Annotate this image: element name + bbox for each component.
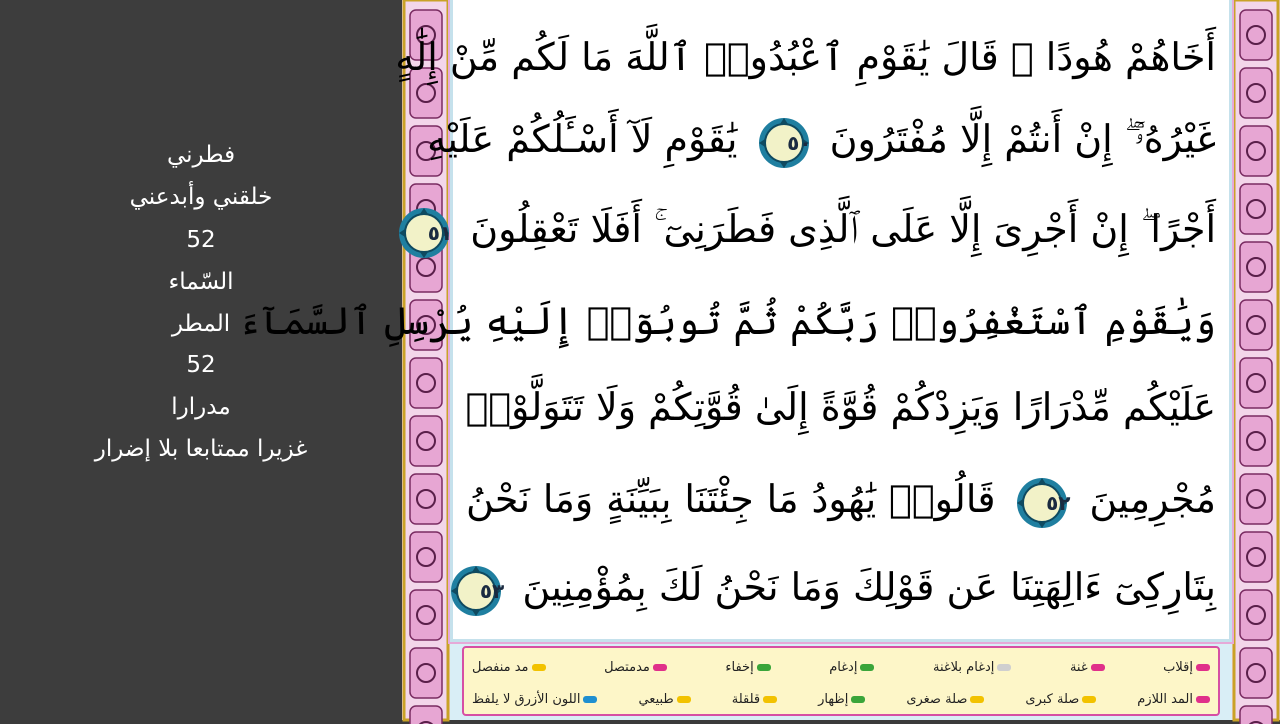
- legend-label: إدغام: [829, 659, 858, 675]
- verse-text: أَخَاهُمْ هُودًا ۚ قَالَ يَٰقَوْمِ ٱعْبُدُوا۟ ٱللَّهَ مَا لَكُم مِّنْ إِلَٰهٍ: [395, 35, 1216, 79]
- legend-item: [933, 660, 1011, 675]
- legend-label: المد اللازم: [1137, 691, 1193, 707]
- gloss-word: فطرني: [166, 142, 236, 168]
- ayah-number: ٥٣: [479, 578, 505, 603]
- verse-line: [395, 22, 1216, 92]
- verse-text: بِتَارِكِىٓ ءَالِهَتِنَا عَن قَوْلِكَ وَمَا نَحْنُ لَكَ بِمُؤْمِنِينَ: [522, 565, 1216, 609]
- legend-label: إدغام بلاغنة: [932, 659, 995, 675]
- gloss-panel: [0, 0, 402, 720]
- verse-text: غَيْرُهُۥٓ ۖ إِنْ أَنتُمْ إِلَّا مُفْتَرُونَ: [829, 117, 1216, 161]
- verse-line: [466, 552, 1216, 622]
- ayah-number-marker: [756, 115, 812, 171]
- legend-item: [1163, 660, 1210, 675]
- legend-label: قلقلة: [731, 691, 761, 707]
- verse-text: مُجْرِمِينَ: [1089, 477, 1216, 521]
- quran-text-area: [238, 0, 1226, 636]
- legend-item: [732, 692, 777, 707]
- ayah-number-marker: [448, 563, 504, 619]
- gloss-meaning: غزيرا ممتابعا بلا إضرار: [94, 436, 308, 462]
- legend-label: طبيعي: [638, 691, 674, 707]
- decorative-border-right: [1232, 0, 1280, 720]
- ayah-number: ٥٠: [787, 130, 812, 155]
- legend-label: إقلاب: [1163, 659, 1193, 675]
- legend-label: مد منفصل: [472, 659, 529, 675]
- legend-label: غنة: [1069, 659, 1088, 675]
- legend-label: إخفاء: [725, 659, 754, 675]
- legend-label: صلة كبرى: [1025, 691, 1080, 707]
- legend-item: [725, 660, 770, 675]
- verse-text: قَالُوا۟ يَٰهُودُ مَا جِئْتَنَا بِبَيِّنَةٍ وَمَا نَحْنُ: [466, 477, 996, 521]
- legend-label: إظهار: [818, 691, 849, 707]
- ayah-number-marker: [1014, 475, 1070, 531]
- legend-item: [604, 660, 667, 675]
- verse-line: [238, 286, 1216, 356]
- legend-item: [1137, 692, 1210, 707]
- legend-label: مدمتصل: [604, 659, 650, 675]
- verse-line: [466, 372, 1216, 442]
- legend-row: [472, 651, 1210, 683]
- verse-text: يَٰقَوْمِ لَآ أَسْـَٔلُكُمْ عَلَيْهِ: [427, 117, 738, 161]
- ayah-number-marker: [396, 205, 452, 261]
- verse-text: وَيَٰقَوْمِ ٱسْتَغْفِرُوا۟ رَبَّكُمْ ثُمَّ تُوبُوٓا۟ إِلَيْهِ يُرْسِلِ ٱلسَّمَآءَ: [238, 299, 1216, 343]
- verse-text: أَجْرًا ۖ إِنْ أَجْرِىَ إِلَّا عَلَى ٱلَّذِى فَطَرَنِىٓ ۚ أَفَلَا تَعْقِلُونَ: [470, 207, 1216, 251]
- gloss-ayah-number: 52: [186, 352, 216, 378]
- legend-item: [829, 660, 874, 675]
- gloss-meaning: خلقني وأبدعني: [129, 184, 273, 210]
- legend-item: [472, 660, 546, 675]
- mushaf-page: [238, 0, 1280, 720]
- legend-item: [472, 692, 597, 707]
- ayah-number: ٥٢: [1046, 490, 1071, 515]
- legend-item: [1025, 692, 1096, 707]
- legend-row: [472, 683, 1210, 715]
- ayah-number: ٥١: [427, 220, 453, 245]
- gloss-ayah-number: 52: [186, 227, 216, 253]
- legend-item: [1070, 660, 1105, 675]
- legend-item: [638, 692, 690, 707]
- tajweed-legend: [462, 646, 1220, 716]
- verse-line: [466, 464, 1216, 534]
- legend-label: اللون الأزرق لا يلفظ: [472, 691, 581, 707]
- legend-item: [818, 692, 865, 707]
- verse-text: عَلَيْكُم مِّدْرَارًا وَيَزِدْكُمْ قُوَّةً إِلَىٰ قُوَّتِكُمْ وَلَا تَتَوَلَّوْا۟: [465, 385, 1216, 429]
- legend-label: صلة صغرى: [906, 691, 968, 707]
- gloss-word: السّماء: [168, 269, 234, 295]
- gloss-meaning: المطر: [171, 311, 231, 337]
- verse-line: [427, 194, 1216, 264]
- gloss-word: مدرارا: [171, 394, 231, 420]
- verse-line: [427, 104, 1216, 174]
- legend-item: [906, 692, 984, 707]
